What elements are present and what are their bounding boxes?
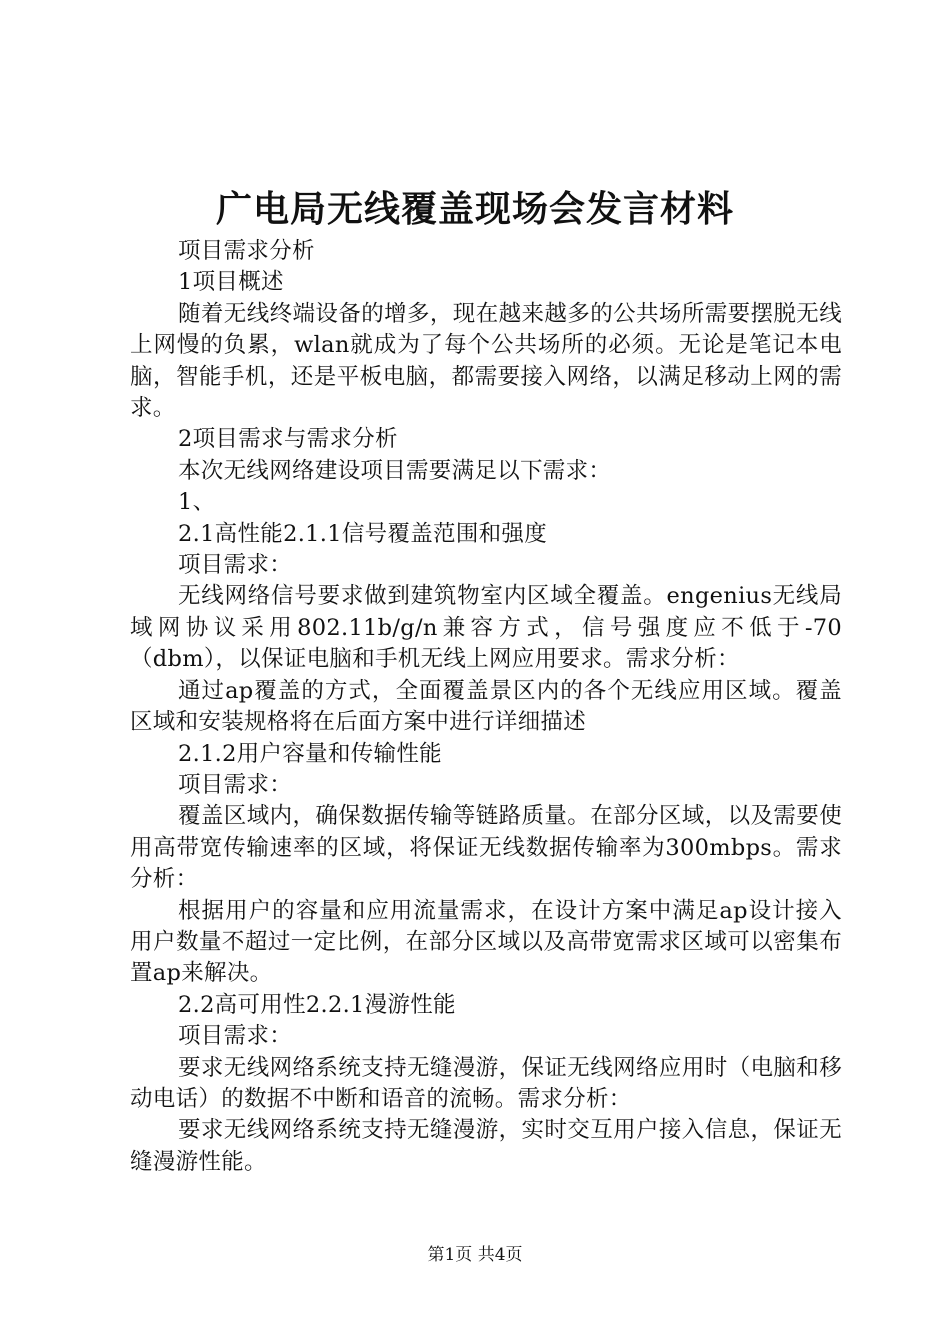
page-number: 第1页 共4页 <box>427 1245 523 1265</box>
document-title: 广电局无线覆盖现场会发言材料 <box>215 189 734 230</box>
paragraph: 无线网络信号要求做到建筑物室内区域全覆盖。engenius无线局域网协议采用802.11b/g/n兼容方式，信号强度应不低于-70（dbm），以保证电脑和手机无线上网应用要求。需求分析： <box>130 583 842 673</box>
paragraph: 项目需求： <box>178 771 293 798</box>
paragraph: 覆盖区域内，确保数据传输等链路质量。在部分区域，以及需要使用高带宽传输速率的区域，将保证无线数据传输率为300mbps。需求分析： <box>130 803 842 893</box>
document-body <box>130 236 842 1178</box>
paragraph: 项目需求： <box>178 1023 293 1050</box>
paragraph: 要求无线网络系统支持无缝漫游，实时交互用户接入信息，保证无缝漫游性能。 <box>130 1117 842 1175</box>
paragraph: 1、 <box>178 489 216 516</box>
paragraph: 项目需求： <box>178 552 293 579</box>
paragraph: 通过ap覆盖的方式，全面覆盖景区内的各个无线应用区域。覆盖区域和安装规格将在后面方案中进行详细描述 <box>130 677 842 736</box>
paragraph: 随着无线终端设备的增多，现在越来越多的公共场所需要摆脱无线上网慢的负累，wlan就成为了每个公共场所的必须。无论是笔记本电脑，智能手机，还是平板电脑，都需要接入网络，以满足移动上网的需求。 <box>130 300 842 422</box>
paragraph: 项目需求分析 <box>178 238 315 264</box>
paragraph: 本次无线网络建设项目需要满足以下需求： <box>178 457 612 484</box>
paragraph: 1项目概述 <box>178 269 284 296</box>
paragraph: 2项目需求与需求分析 <box>178 426 398 453</box>
paragraph: 要求无线网络系统支持无缝漫游，保证无线网络应用时（电脑和移动电话）的数据不中断和语音的流畅。需求分析： <box>130 1054 842 1112</box>
paragraph: 2.1高性能2.1.1信号覆盖范围和强度 <box>178 520 548 547</box>
paragraph: 根据用户的容量和应用流量需求，在设计方案中满足ap设计接入用户数量不超过一定比例，在部分区域以及高带宽需求区域可以密集布置ap来解决。 <box>130 897 842 987</box>
paragraph: 2.2高可用性2.2.1漫游性能 <box>178 991 456 1018</box>
paragraph: 2.1.2用户容量和传输性能 <box>178 740 442 767</box>
